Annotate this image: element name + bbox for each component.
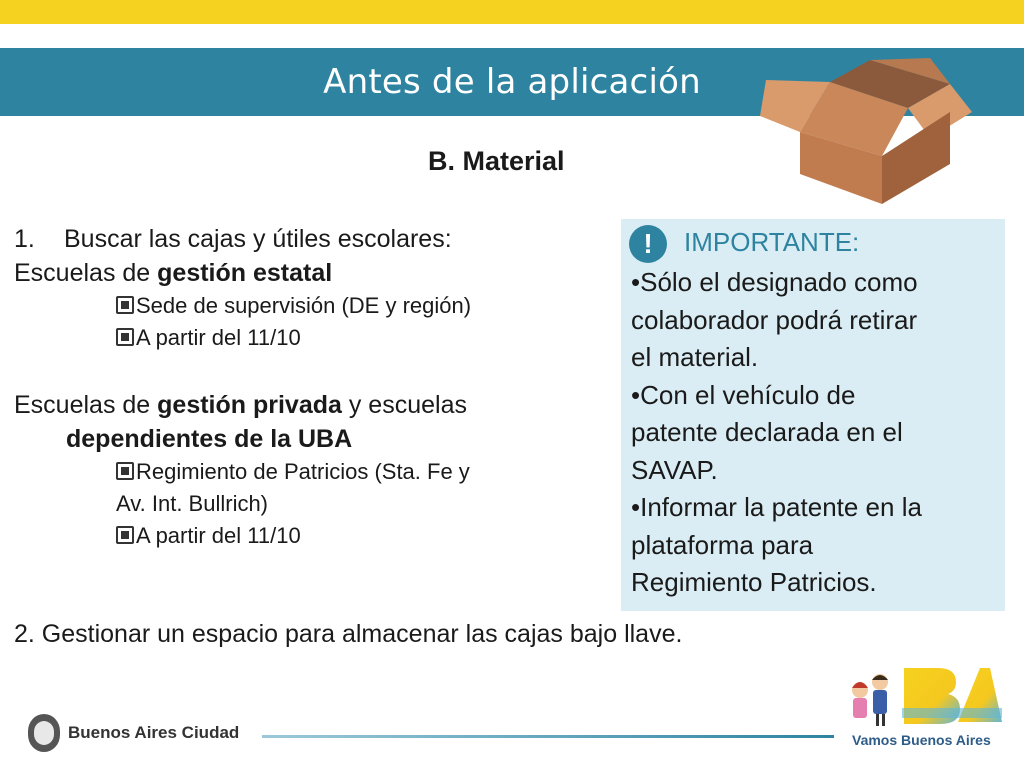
checklist-text: Regimiento de Patricios (Sta. Fe y xyxy=(136,459,470,484)
city-seal-icon xyxy=(28,714,60,752)
cardboard-box-icon xyxy=(760,54,980,204)
exclamation-icon: ! xyxy=(629,225,667,263)
estatal-heading xyxy=(14,256,614,290)
item-number: 1. xyxy=(14,225,35,253)
footer-tagline: Vamos Buenos Aires xyxy=(852,732,991,748)
slide-title: Antes de la aplicación xyxy=(323,62,701,102)
privada-suffix: y escuelas xyxy=(341,391,467,419)
checkbox-bullet-icon xyxy=(116,328,134,346)
checklist-item xyxy=(14,456,614,488)
checklist-item xyxy=(14,290,614,322)
important-line: SAVAP. xyxy=(631,454,718,485)
list-item-1 xyxy=(14,222,614,256)
important-line: el material. xyxy=(631,342,759,372)
item-text: Buscar las cajas y útiles escolares: xyxy=(64,225,452,253)
section-subtitle: B. Material xyxy=(428,146,565,176)
checklist-text: Sede de supervisión (DE y región) xyxy=(136,293,472,318)
checklist-item xyxy=(14,322,614,354)
important-callout xyxy=(621,219,1005,611)
privada-prefix: Escuelas de xyxy=(14,391,158,419)
footer-divider xyxy=(262,735,834,738)
important-list xyxy=(631,264,1001,602)
important-line: •Informar la patente en la xyxy=(631,492,922,522)
step-2-text: 2. Gestionar un espacio para almacenar las cajas bajo llave. xyxy=(14,620,683,648)
buenos-aires-ciudad-logo xyxy=(28,714,239,752)
privada-heading-line2 xyxy=(14,422,614,456)
important-line: colaborador podrá retirar xyxy=(631,304,918,335)
important-line: •Con el vehículo de xyxy=(631,379,856,410)
checklist-item xyxy=(14,520,614,552)
estatal-prefix: Escuelas de xyxy=(14,259,158,287)
important-title: IMPORTANTE: xyxy=(684,227,860,257)
checklist-text: A partir del 11/10 xyxy=(136,325,301,350)
checklist-item-continued xyxy=(14,488,614,520)
checklist-text: Av. Int. Bullrich) xyxy=(116,491,269,516)
ba-logo xyxy=(842,664,1002,726)
important-line: plataforma para xyxy=(631,529,814,560)
top-accent-bar xyxy=(0,0,1024,24)
privada-heading xyxy=(14,388,614,422)
footer-logo-text: Buenos Aires Ciudad xyxy=(68,723,240,742)
important-line: •Sólo el designado como xyxy=(631,267,918,297)
privada-line2: dependientes de la UBA xyxy=(66,425,353,453)
instructions-list xyxy=(14,222,614,552)
privada-bold: gestión privada xyxy=(157,391,342,419)
checkbox-bullet-icon xyxy=(116,462,134,480)
checklist-text: A partir del 11/10 xyxy=(136,523,301,548)
estatal-bold: gestión estatal xyxy=(157,259,333,287)
important-line: patente declarada en el xyxy=(631,417,903,447)
checkbox-bullet-icon xyxy=(116,296,134,314)
important-line: Regimiento Patricios. xyxy=(631,567,877,597)
checkbox-bullet-icon xyxy=(116,526,134,544)
